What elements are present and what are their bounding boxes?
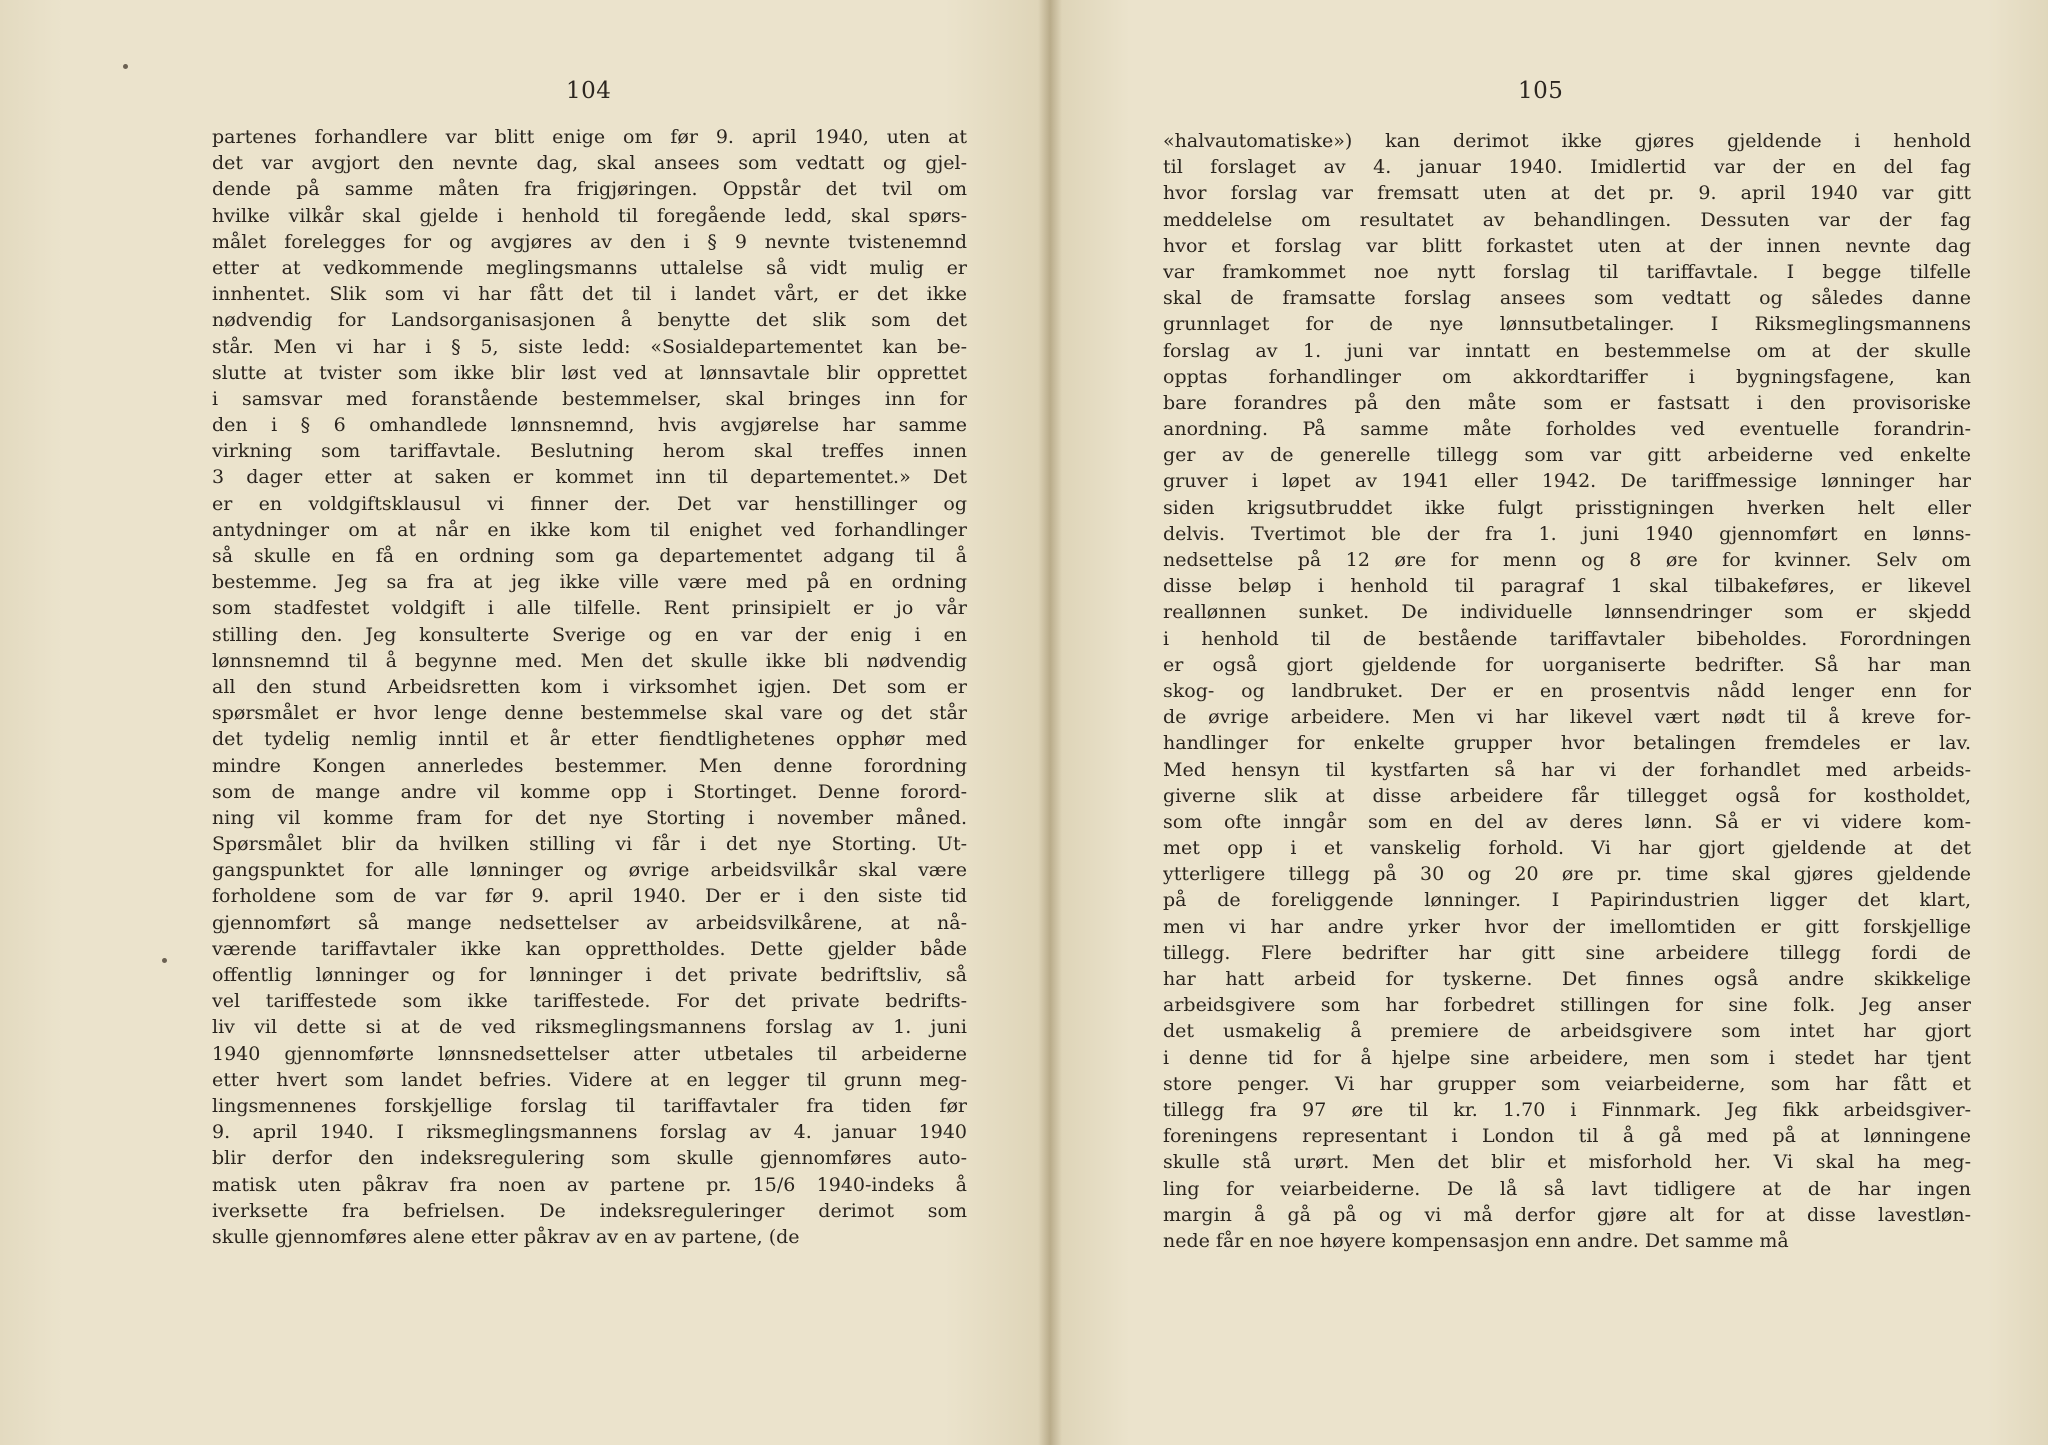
text-line: det var avgjort den nevnte dag, skal ansees som vedtatt og gjel- — [212, 152, 967, 175]
text-line: som ofte inngår som en del av deres lønn. Så er vi videre kom- — [1163, 810, 1971, 833]
text-line: de øvrige arbeidere. Men vi har likevel vært nødt til å kreve for- — [1163, 706, 1971, 729]
text-line: hvilke vilkår skal gjelde i henhold til foregående ledd, skal spørs- — [212, 204, 967, 227]
text-line: store penger. Vi har grupper som veiarbeiderne, som har fått et — [1163, 1072, 1971, 1095]
text-line: all den stund Arbeidsretten kom i virksomhet igjen. Det som er — [212, 675, 967, 698]
text-line: på de foreliggende lønninger. I Papirindustrien ligger det klart, — [1163, 889, 1971, 912]
text-line: til forslaget av 4. januar 1940. Imidlertid var der en del fag — [1163, 156, 1971, 179]
text-line: vel tariffestede som ikke tariffestede. For det private bedrifts- — [212, 990, 967, 1013]
text-line: disse beløp i henhold til paragraf 1 skal tilbakeføres, er likevel — [1163, 575, 1971, 598]
text-line: grunnlaget for de nye lønnsutbetalinger. I Riksmeglingsmannens — [1163, 313, 1971, 336]
text-line: nødvendig for Landsorganisasjonen å benytte det slik som det — [212, 309, 967, 332]
text-line: men vi har andre yrker hvor der imellomtiden er gitt forskjellige — [1163, 915, 1971, 938]
page-text — [212, 124, 967, 1250]
text-line: lønnsnemnd til å begynne med. Men det skulle ikke bli nødvendig — [212, 649, 967, 672]
text-line: handlinger for enkelte grupper hvor betalingen fremdeles er lav. — [1163, 732, 1971, 755]
text-line: met opp i et vanskelig forhold. Vi har gjort gjeldende at det — [1163, 837, 1971, 860]
text-line: det usmakelig å premiere de arbeidsgivere som intet har gjort — [1163, 1020, 1971, 1043]
text-line: antydninger om at når en ikke kom til enighet ved forhandlinger — [212, 518, 967, 541]
text-line: opptas forhandlinger om akkordtariffer i bygningsfagene, kan — [1163, 365, 1971, 388]
text-line: ytterligere tillegg på 30 og 20 øre pr. time skal gjøres gjeldende — [1163, 863, 1971, 886]
text-line: tillegg fra 97 øre til kr. 1.70 i Finnmark. Jeg fikk arbeidsgiver- — [1163, 1098, 1971, 1121]
text-line: partenes forhandlere var blitt enige om før 9. april 1940, uten at — [212, 126, 967, 148]
text-line: anordning. På samme måte forholdes ved eventuelle forandrin- — [1163, 418, 1971, 441]
text-line: foreningens representant i London til å gå med på at lønningene — [1163, 1125, 1971, 1148]
text-line: matisk uten påkrav fra noen av partene pr. 15/6 1940-indeks å — [212, 1173, 967, 1196]
text-line: er en voldgiftsklausul vi finner der. Det var henstillinger og — [212, 492, 967, 515]
text-line: skulle stå urørt. Men det blir et misforhold her. Vi skal ha meg- — [1163, 1151, 1971, 1174]
text-line: den i § 6 omhandlede lønnsnemnd, hvis avgjørelse har samme — [212, 414, 967, 437]
text-line: meddelelse om resultatet av behandlingen. Dessuten var der fag — [1163, 208, 1971, 231]
text-line: forholdene som de var før 9. april 1940. Der er i den siste tid — [212, 885, 967, 908]
text-line: slutte at tvister som ikke blir løst ved at lønnsavtale blir opprettet — [212, 361, 967, 384]
text-line: 1940 gjennomførte lønnsnedsettelser atter utbetales til arbeiderne — [212, 1042, 967, 1065]
text-line: som de mange andre vil komme opp i Stortinget. Denne forord- — [212, 780, 967, 803]
text-line: «halvautomatiske») kan derimot ikke gjøres gjeldende i henhold — [1163, 130, 1971, 152]
text-line: gruver i løpet av 1941 eller 1942. De tariffmessige lønninger har — [1163, 470, 1971, 493]
text-line: som stadfestet voldgift i alle tilfelle. Rent prinsipielt er jo vår — [212, 597, 967, 620]
text-line: ling for veiarbeiderne. De lå så lavt tidligere at de har ingen — [1163, 1177, 1971, 1200]
text-line: arbeidsgivere som har forbedret stillingen for sine folk. Jeg anser — [1163, 994, 1971, 1017]
text-line: liv vil dette si at de ved riksmeglingsmannens forslag av 1. juni — [212, 1016, 967, 1039]
text-line: det tydelig nemlig inntil et år etter fiendtlighetenes opphør med — [212, 728, 967, 751]
text-line: står. Men vi har i § 5, siste ledd: «Sosialdepartementet kan be- — [212, 335, 967, 358]
text-line: er også gjort gjeldende for uorganiserte bedrifter. Så har man — [1163, 653, 1971, 676]
text-line: 3 dager etter at saken er kommet inn til departementet.» Det — [212, 466, 967, 489]
text-line: giverne slik at disse arbeidere får tillegget også for kostholdet, — [1163, 784, 1971, 807]
text-line: reallønnen sunket. De individuelle lønnsendringer som er skjedd — [1163, 601, 1971, 624]
text-line: skog- og landbruket. Der er en prosentvis nådd lenger enn for — [1163, 679, 1971, 702]
book-gutter — [1038, 0, 1062, 1445]
text-line: var framkommet noe nytt forslag til tariffavtale. I begge tilfelle — [1163, 260, 1971, 283]
text-line: i henhold til de bestående tariffavtaler bibeholdes. Forordningen — [1163, 627, 1971, 650]
text-line: forslag av 1. juni var inntatt en bestemmelse om at der skulle — [1163, 339, 1971, 362]
text-line: nedsettelse på 12 øre for menn og 8 øre for kvinner. Selv om — [1163, 549, 1971, 571]
text-line: 9. april 1940. I riksmeglingsmannens forslag av 4. januar 1940 — [212, 1121, 967, 1144]
text-line: bestemme. Jeg sa fra at jeg ikke ville være med på en ordning — [212, 571, 967, 594]
page-number: 105 — [1518, 78, 1564, 104]
text-line: bare forandres på den måte som er fastsatt i den provisoriske — [1163, 391, 1971, 414]
text-line: nede får en noe høyere kompensasjon enn andre. Det samme må — [1163, 1229, 1789, 1252]
right-page — [1050, 0, 2048, 1445]
text-line: gangspunktet for alle lønninger og øvrige arbeidsvilkår skal være — [212, 859, 967, 882]
text-line: skulle gjennomføres alene etter påkrav av en av partene, (de — [212, 1225, 800, 1248]
text-line: innhentet. Slik som vi har fått det til i landet vårt, er det ikke — [212, 283, 967, 306]
text-line: siden krigsutbruddet ikke fulgt prisstigningen hverken helt eller — [1163, 496, 1971, 519]
text-line: iverksette fra befrielsen. De indeksreguleringer derimot som — [212, 1199, 967, 1222]
text-line: stilling den. Jeg konsulterte Sverige og en var der enig i en — [212, 623, 967, 646]
speck-mark — [162, 958, 167, 963]
page-text — [1163, 128, 1971, 1254]
text-line: etter at vedkommende meglingsmanns uttalelse så vidt mulig er — [212, 256, 967, 279]
text-line: så skulle en få en ordning som ga departementet adgang til å — [212, 545, 967, 567]
text-line: tillegg. Flere bedrifter har gitt sine arbeidere tillegg fordi de — [1163, 941, 1971, 964]
text-line: ning vil komme fram for det nye Storting i november måned. — [212, 806, 967, 829]
text-line: skal de framsatte forslag ansees som vedtatt og således danne — [1163, 287, 1971, 310]
text-line: spørsmålet er hvor lenge denne bestemmelse skal vare og det står — [212, 702, 967, 725]
text-line: gjennomført så mange nedsettelser av arbeidsvilkårene, at nå- — [212, 911, 967, 934]
text-line: i denne tid for å hjelpe sine arbeidere, men som i stedet har tjent — [1163, 1046, 1971, 1069]
text-line: delvis. Tvertimot ble der fra 1. juni 1940 gjennomført en lønns- — [1163, 522, 1971, 545]
text-line: ger av de generelle tillegg som var gitt arbeiderne ved enkelte — [1163, 444, 1971, 467]
text-line: Med hensyn til kystfarten så har vi der forhandlet med arbeids- — [1163, 758, 1971, 781]
text-line: hvor forslag var fremsatt uten at det pr. 9. april 1940 var gitt — [1163, 182, 1971, 205]
text-line: har hatt arbeid for tyskerne. Det finnes også andre skikkelige — [1163, 968, 1971, 990]
text-line: virkning som tariffavtale. Beslutning herom skal treffes innen — [212, 440, 967, 463]
text-line: blir derfor den indeksregulering som skulle gjennomføres auto- — [212, 1147, 967, 1170]
text-line: Spørsmålet blir da hvilken stilling vi får i det nye Storting. Ut- — [212, 833, 967, 856]
text-line: værende tariffavtaler ikke kan opprettholdes. Dette gjelder både — [212, 937, 967, 960]
text-line: hvor et forslag var blitt forkastet uten at der innen nevnte dag — [1163, 234, 1971, 257]
page-number: 104 — [566, 78, 612, 104]
text-line: målet forelegges for og avgjøres av den i § 9 nevnte tvistenemnd — [212, 230, 967, 253]
text-line: margin å gå på og vi må derfor gjøre alt for at disse lavestløn- — [1163, 1203, 1971, 1226]
text-line: dende på samme måten fra frigjøringen. Oppstår det tvil om — [212, 178, 967, 201]
text-line: i samsvar med foranstående bestemmelser, skal bringes inn for — [212, 387, 967, 410]
text-line: etter hvert som landet befries. Videre at en legger til grunn meg- — [212, 1068, 967, 1091]
text-line: offentlig lønninger og for lønninger i det private bedriftsliv, så — [212, 964, 967, 986]
text-line: mindre Kongen annerledes bestemmer. Men denne forordning — [212, 754, 967, 777]
speck-mark — [123, 64, 128, 69]
text-line: lingsmennenes forskjellige forslag til tariffavtaler fra tiden før — [212, 1094, 967, 1117]
